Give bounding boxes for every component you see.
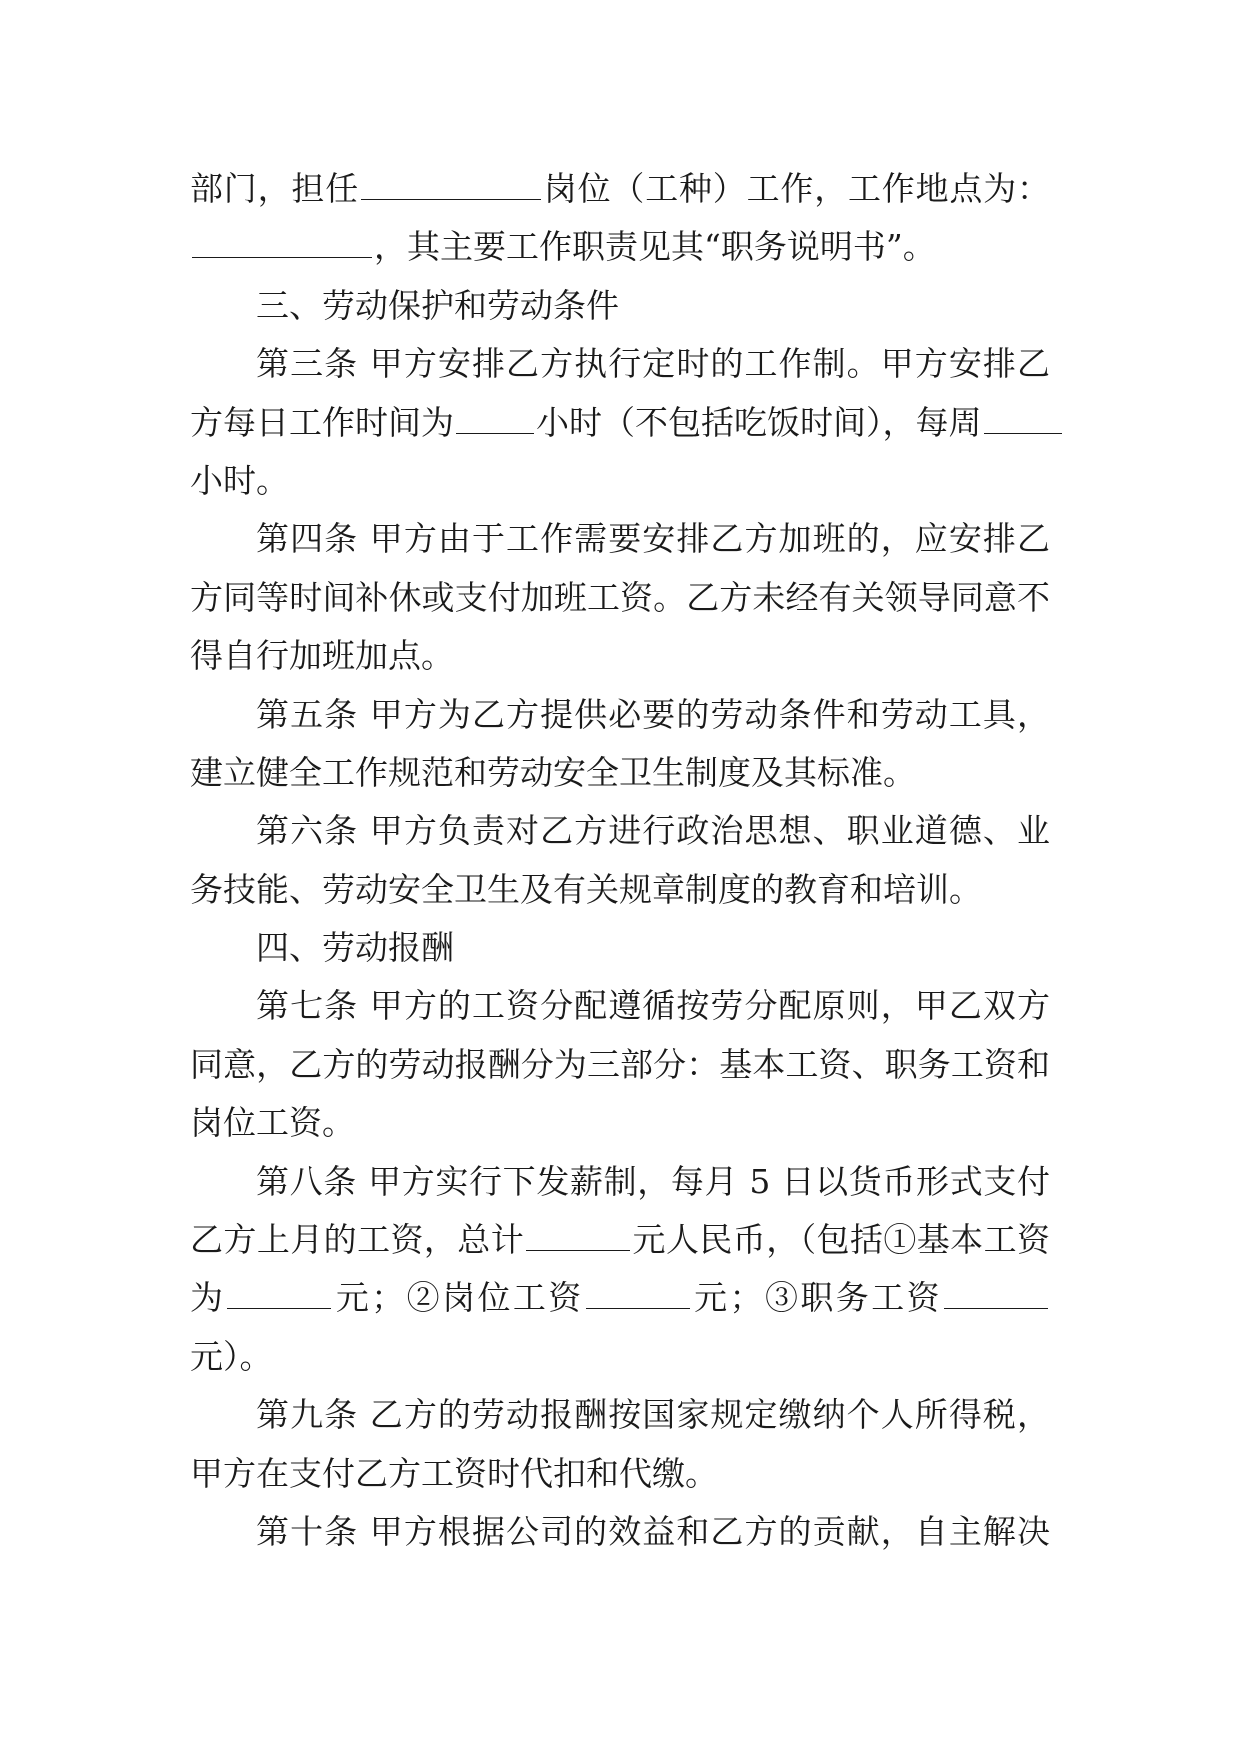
text-line (190, 1211, 1050, 1269)
text-line: 甲方在支付乙方工资时代扣和代缴。 (190, 1453, 718, 1493)
text-line: 第十条 甲方根据公司的效益和乙方的贡献，自主解决 (256, 1511, 1050, 1551)
text-line: 第六条 甲方负责对乙方进行政治思想、职业道德、业 (256, 811, 1050, 851)
text-line: 第三条 甲方安排乙方执行定时的工作制。甲方安排乙 (256, 344, 1050, 384)
text-line: 得自行加班加点。 (190, 636, 454, 676)
text-segment: 乙方上月的工资，总计 (190, 1220, 525, 1260)
text-segment: 为 (190, 1278, 226, 1318)
text-line: 第八条 甲方实行下发薪制，每月 5 日以货币形式支付 (256, 1161, 1050, 1201)
text-segment: 部门，担任 (190, 169, 359, 208)
text-line (190, 394, 1050, 452)
text-line: 岗位工资。 (190, 1103, 355, 1143)
text-segment: 方每日工作时间为 (190, 402, 454, 442)
fill-in-blank (361, 165, 541, 200)
fill-in-blank (227, 1274, 331, 1309)
fill-in-blank (944, 1274, 1048, 1309)
fill-in-blank (192, 223, 372, 258)
text-line (190, 218, 1050, 276)
text-segment: ，其主要工作职责见其“职务说明书”。 (374, 227, 936, 267)
text-segment: 小时（不包括吃饭时间），每周 (536, 402, 982, 442)
fill-in-blank (456, 399, 534, 434)
text-line: 第七条 甲方的工资分配遵循按劳分配原则，甲乙双方 (256, 986, 1050, 1026)
text-line: 务技能、劳动安全卫生及有关规章制度的教育和培训。 (190, 869, 982, 909)
section-heading: 四、劳动报酬 (256, 928, 454, 968)
text-line: 小时。 (190, 460, 289, 500)
section-heading: 三、劳动保护和劳动条件 (256, 285, 619, 325)
text-line (190, 160, 1050, 218)
text-line: 第五条 甲方为乙方提供必要的劳动条件和劳动工具， (256, 694, 1050, 734)
text-segment: 元人民币，（包括①基本工资 (632, 1220, 1051, 1260)
text-line (190, 1269, 1050, 1327)
document-page (190, 160, 1050, 1561)
text-segment: 元；②岗位工资 (333, 1278, 584, 1318)
text-line: 第九条 乙方的劳动报酬按国家规定缴纳个人所得税， (256, 1395, 1050, 1435)
text-segment: 元；③职务工资 (691, 1278, 943, 1318)
fill-in-blank (526, 1216, 630, 1251)
text-line: 第四条 甲方由于工作需要安排乙方加班的，应安排乙 (256, 519, 1050, 559)
text-line: 同意，乙方的劳动报酬分为三部分：基本工资、职务工资和 (190, 1044, 1050, 1084)
fill-in-blank (984, 399, 1062, 434)
text-line: 方同等时间补休或支付加班工资。乙方未经有关领导同意不 (190, 577, 1050, 617)
fill-in-blank (586, 1274, 690, 1309)
text-line: 建立健全工作规范和劳动安全卫生制度及其标准。 (190, 752, 916, 792)
text-segment: 岗位（工种）工作，工作地点为： (543, 169, 1051, 208)
text-line: 元）。 (190, 1336, 273, 1376)
